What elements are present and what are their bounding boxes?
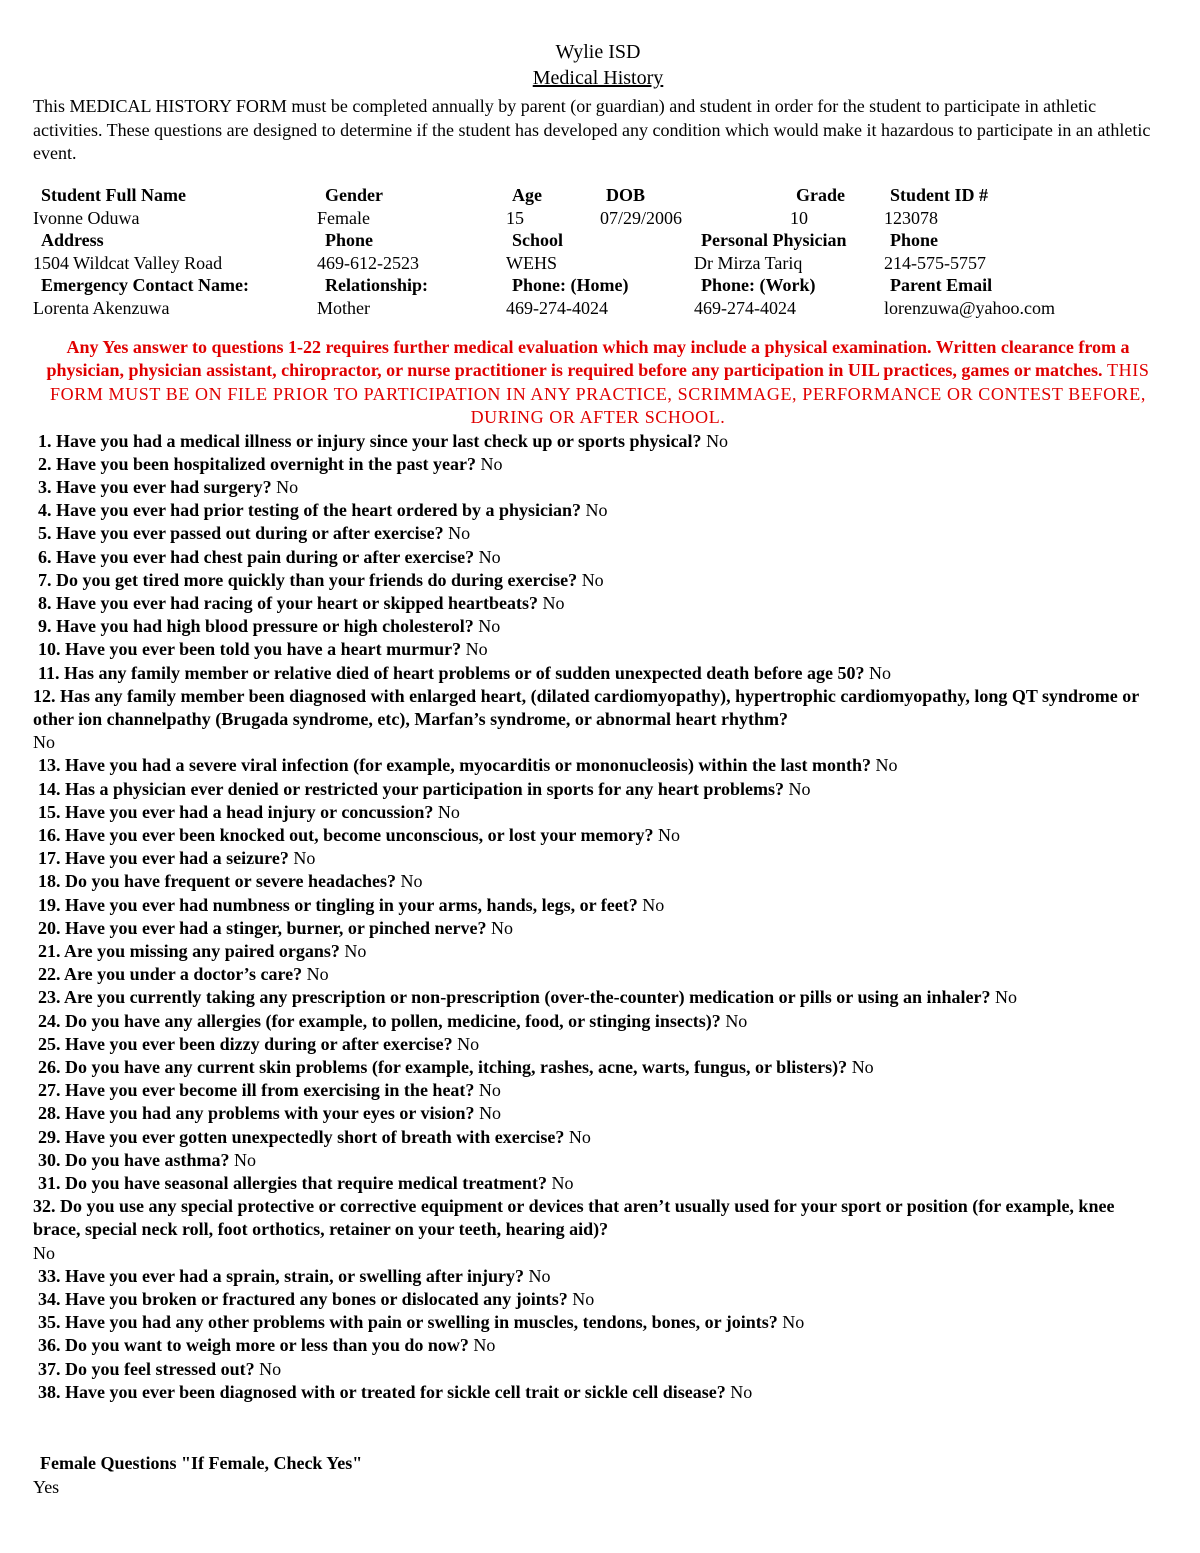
- question-item: [33, 1033, 1163, 1056]
- question-answer: No: [457, 1033, 480, 1054]
- question-answer: No: [400, 871, 423, 892]
- question-text: 34. Have you broken or fractured any bones or dislocated any joints?: [38, 1289, 568, 1310]
- question-text: 4. Have you ever had prior testing of the heart ordered by a physician?: [38, 500, 581, 521]
- question-item: [33, 1358, 1163, 1381]
- question-answer: No: [725, 1010, 748, 1031]
- district-title: Wylie ISD: [555, 41, 641, 63]
- question-answer: No: [875, 755, 898, 776]
- intro-paragraph: This MEDICAL HISTORY FORM must be completed annually by parent (or guardian) and student in order for the student to participate in athletic activities. These questions are designed to determine if the student has developed any condition which would make it hazardous to participate in an athletic event.: [33, 96, 1151, 163]
- value-parent-email: lorenzuwa@yahoo.com: [884, 297, 1056, 318]
- question-answer: No: [465, 639, 488, 660]
- value-student-name: Ivonne Oduwa: [33, 207, 140, 228]
- question-text: 29. Have you ever gotten unexpectedly short of breath with exercise?: [38, 1126, 565, 1147]
- question-item: [33, 430, 1163, 453]
- question-item: [33, 847, 1163, 870]
- question-text: 31. Do you have seasonal allergies that require medical treatment?: [38, 1173, 547, 1193]
- question-answer: No: [473, 1335, 496, 1356]
- question-text: 28. Have you had any problems with your eyes or vision?: [38, 1103, 475, 1124]
- question-text: 1. Have you had a medical illness or injury since your last check up or sports physical?: [38, 430, 702, 451]
- value-phone-home: 469-274-4024: [506, 297, 608, 318]
- question-item: [33, 569, 1163, 592]
- question-text: 37. Do you feel stressed out?: [38, 1358, 255, 1379]
- question-item: [33, 546, 1163, 569]
- value-age: 15: [506, 207, 524, 228]
- question-item: [33, 685, 1163, 755]
- question-text: 7. Do you get tired more quickly than your friends do during exercise?: [38, 569, 578, 590]
- question-text: 14. Has a physician ever denied or restricted your participation in sports for any heart problems?: [38, 778, 784, 799]
- female-answer: Yes: [33, 1477, 60, 1498]
- question-answer: No: [868, 662, 891, 683]
- question-answer: No: [478, 616, 501, 637]
- question-answer: No: [259, 1358, 282, 1379]
- question-text: 5. Have you ever passed out during or after exercise?: [38, 523, 444, 544]
- question-text: 23. Are you currently taking any prescription or non-prescription (over-the-counter) medication or pills or using an inhaler?: [38, 987, 991, 1008]
- value-relationship: Mother: [317, 297, 370, 318]
- question-text: 15. Have you ever had a head injury or concussion?: [38, 801, 434, 822]
- question-answer: No: [642, 894, 665, 915]
- question-answer: No: [995, 987, 1017, 1008]
- question-answer: No: [344, 940, 367, 961]
- label-physician-phone: Phone: [890, 229, 939, 250]
- label-parent-email: Parent Email: [890, 274, 993, 295]
- label-age: Age: [512, 184, 542, 205]
- question-answer: No: [851, 1056, 874, 1077]
- value-physician: Dr Mirza Tariq: [694, 252, 803, 273]
- question-text: 22. Are you under a doctor’s care?: [38, 964, 303, 985]
- question-text: 32. Do you use any special protective or corrective equipment or devices that aren’t usually used for your sport or position (for example, knee brace, special neck roll, foot orthotics, retainer on your teeth, hearing aid)?: [33, 1196, 1115, 1240]
- question-answer: No: [33, 1242, 55, 1263]
- question-text: 30. Do you have asthma?: [38, 1149, 230, 1170]
- question-answer: No: [788, 778, 811, 799]
- question-answer: No: [478, 1080, 501, 1101]
- question-answer: No: [33, 732, 55, 753]
- question-item: [33, 522, 1163, 545]
- label-phone-home: Phone: (Home): [512, 274, 629, 295]
- question-item: [33, 1195, 1163, 1265]
- question-answer: No: [306, 964, 329, 985]
- question-answer: No: [448, 523, 471, 544]
- question-answer: No: [782, 1312, 805, 1333]
- question-text: 18. Do you have frequent or severe headaches?: [38, 871, 396, 892]
- question-answer: No: [572, 1289, 595, 1310]
- question-text: 38. Have you ever been diagnosed with or treated for sickle cell trait or sickle cell disease?: [38, 1381, 726, 1402]
- question-text: 6. Have you ever had chest pain during or after exercise?: [38, 546, 475, 567]
- question-answer: No: [480, 453, 503, 474]
- question-item: [33, 1311, 1163, 1334]
- question-item: [33, 754, 1163, 777]
- question-answer: No: [551, 1173, 574, 1193]
- question-text: 10. Have you ever been told you have a heart murmur?: [38, 639, 462, 660]
- value-gender: Female: [317, 207, 370, 228]
- question-text: 24. Do you have any allergies (for example, to pollen, medicine, food, or stinging insects)?: [38, 1010, 721, 1031]
- label-emergency-contact: Emergency Contact Name:: [41, 274, 249, 295]
- question-list: [33, 430, 1163, 1405]
- question-item: [33, 592, 1163, 615]
- question-item: [33, 801, 1163, 824]
- question-text: 20. Have you ever had a stinger, burner, or pinched nerve?: [38, 917, 487, 938]
- question-item: [33, 870, 1163, 893]
- value-grade: 10: [790, 207, 808, 228]
- question-text: 17. Have you ever had a seizure?: [38, 848, 289, 869]
- question-answer: No: [542, 592, 565, 613]
- warning-caps-text: THIS FORM MUST BE ON FILE PRIOR TO PARTICIPATION IN ANY PRACTICE, SCRIMMAGE, PERFORMANCE OR CONTEST BEFORE, DURING OR AFTER SCHOOL.: [50, 360, 1150, 427]
- question-answer: No: [479, 1103, 502, 1124]
- question-text: 12. Has any family member been diagnosed with enlarged heart, (dilated cardiomyopathy), hypertrophic cardiomyopathy, long QT syndrome or other ion channelpathy (Brugada syndrome, etc), Marfan’s syndrome, or abnormal heart rhythm?: [33, 685, 1139, 729]
- question-text: 11. Has any family member or relative died of heart problems or of sudden unexpected death before age 50?: [38, 662, 865, 683]
- question-item: [33, 917, 1163, 940]
- question-text: 16. Have you ever been knocked out, become unconscious, or lost your memory?: [38, 824, 654, 845]
- question-answer: No: [437, 801, 460, 822]
- question-item: [33, 963, 1163, 986]
- label-grade: Grade: [796, 184, 845, 205]
- value-address: 1504 Wildcat Valley Road: [33, 252, 223, 273]
- question-text: 19. Have you ever had numbness or tingling in your arms, hands, legs, or feet?: [38, 894, 638, 915]
- value-student-id: 123078: [884, 207, 938, 228]
- question-answer: No: [706, 430, 729, 451]
- label-physician: Personal Physician: [701, 229, 847, 250]
- question-answer: No: [730, 1381, 753, 1402]
- question-item: [33, 662, 1163, 685]
- question-item: [33, 453, 1163, 476]
- question-item: [33, 1149, 1163, 1172]
- form-title: Medical History: [532, 67, 664, 89]
- question-answer: No: [478, 546, 501, 567]
- label-phone-work: Phone: (Work): [701, 274, 816, 295]
- question-item: [33, 1172, 1163, 1195]
- question-item: [33, 894, 1163, 917]
- student-info-grid: [33, 184, 1163, 320]
- label-dob: DOB: [606, 184, 646, 205]
- question-item: [33, 1126, 1163, 1149]
- question-item: [33, 1265, 1163, 1288]
- question-item: [33, 638, 1163, 661]
- medical-history-form: [33, 40, 1163, 1499]
- question-item: [33, 1079, 1163, 1102]
- question-answer: No: [528, 1265, 551, 1286]
- value-emergency-contact: Lorenta Akenzuwa: [33, 297, 170, 318]
- question-item: [33, 778, 1163, 801]
- question-item: [33, 499, 1163, 522]
- question-item: [33, 1288, 1163, 1311]
- question-item: [33, 940, 1163, 963]
- question-item: [33, 1334, 1163, 1357]
- value-dob: 07/29/2006: [600, 207, 683, 228]
- label-gender: Gender: [325, 184, 383, 205]
- label-address: Address: [41, 229, 104, 250]
- question-text: 33. Have you ever had a sprain, strain, or swelling after injury?: [38, 1265, 524, 1286]
- question-text: 26. Do you have any current skin problems (for example, itching, rashes, acne, warts, fungus, or blisters)?: [38, 1056, 848, 1077]
- question-text: 2. Have you been hospitalized overnight in the past year?: [38, 453, 477, 474]
- question-answer: No: [234, 1149, 257, 1170]
- question-text: 21. Are you missing any paired organs?: [38, 940, 340, 961]
- question-item: [33, 824, 1163, 847]
- question-answer: No: [657, 824, 680, 845]
- question-text: 13. Have you had a severe viral infection (for example, myocarditis or mononucleosis) within the last month?: [38, 755, 871, 776]
- label-student-name: Student Full Name: [41, 184, 187, 205]
- question-answer: No: [491, 917, 514, 938]
- question-text: 8. Have you ever had racing of your heart or skipped heartbeats?: [38, 592, 538, 613]
- value-school: WEHS: [506, 252, 557, 273]
- question-text: 27. Have you ever become ill from exercising in the heat?: [38, 1080, 475, 1101]
- value-physician-phone: 214-575-5757: [884, 252, 986, 273]
- question-text: 25. Have you ever been dizzy during or after exercise?: [38, 1033, 453, 1054]
- question-answer: No: [293, 848, 316, 869]
- question-text: 3. Have you ever had surgery?: [38, 476, 272, 497]
- question-item: [33, 615, 1163, 638]
- female-section: [33, 1451, 1163, 1499]
- label-school: School: [512, 229, 564, 250]
- question-item: [33, 1010, 1163, 1033]
- question-answer: No: [276, 476, 299, 497]
- question-answer: No: [585, 500, 608, 521]
- label-phone: Phone: [325, 229, 374, 250]
- question-answer: No: [581, 569, 604, 590]
- value-phone-work: 469-274-4024: [694, 297, 796, 318]
- label-student-id: Student ID #: [890, 184, 989, 205]
- question-item: [33, 1056, 1163, 1079]
- warning-notice: [33, 336, 1163, 430]
- value-phone: 469-612-2523: [317, 252, 419, 273]
- question-text: 36. Do you want to weigh more or less than you do now?: [38, 1335, 469, 1356]
- question-answer: No: [568, 1126, 591, 1147]
- question-text: 35. Have you had any other problems with pain or swelling in muscles, tendons, bones, or joints?: [38, 1312, 778, 1333]
- question-item: [33, 1102, 1163, 1125]
- question-item: [33, 476, 1163, 499]
- female-questions-label: Female Questions "If Female, Check Yes": [40, 1453, 363, 1474]
- question-text: 9. Have you had high blood pressure or high cholesterol?: [38, 616, 474, 637]
- warning-main-text: Any Yes answer to questions 1-22 requires further medical evaluation which may include a physical examination. Written clearance from a physician, physician assistant, chiropractor, or nurse practitioner is required before any participation in UIL practices, games or matches.: [46, 336, 1130, 380]
- label-relationship: Relationship:: [325, 274, 429, 295]
- question-item: [33, 986, 1163, 1009]
- question-item: [33, 1381, 1163, 1404]
